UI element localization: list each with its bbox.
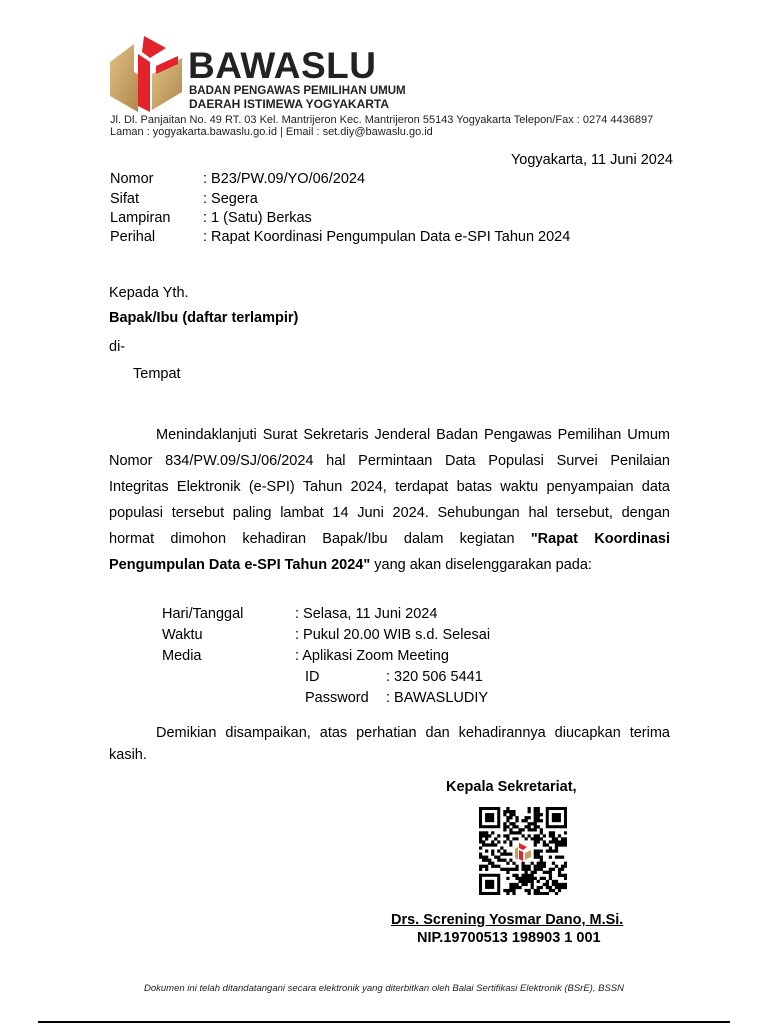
signatory-nip: NIP.19700513 198903 1 001 [417,930,601,946]
meta-label-nomor: Nomor [110,171,154,187]
address-line: Jl. Dl. Panjaitan No. 49 RT. 03 Kel. Mantrijeron Kec. Mantrijeron 55143 Yogyakarta Telepon/Fax : 0274 4436897 [110,114,654,126]
footer-note: Dokumen ini telah ditandatangani secara elektronik yang diterbitkan oleh Balai Sertifikasi Elektronik (BSrE), BSSN [144,983,624,994]
meta-value-nomor: : B23/PW.09/YO/06/2024 [203,171,366,187]
signature-title: Kepala Sekretariat, [446,779,577,795]
meta-label-perihal: Perihal [110,229,156,245]
org-name-line1: BADAN PENGAWAS PEMILIHAN UMUM [189,85,406,97]
brand-name: BAWASLU [188,45,377,86]
event-value-date: : Selasa, 11 Juni 2024 [295,606,438,622]
event-value-time: : Pukul 20.00 WIB s.d. Selesai [295,627,491,643]
event-label-media: Media [162,648,202,664]
event-label-date: Hari/Tanggal [162,606,244,622]
body-text-end: yang akan diselenggarakan pada: [370,557,592,573]
meta-value-sifat: : Segera [203,191,258,207]
meta-label-sifat: Sifat [110,191,140,207]
recipient-place: Tempat [133,366,181,382]
closing-text: Demikian disampaikan, atas perhatian dan kehadirannya diucapkan terima kasih. [109,725,670,763]
org-name-line2: DAERAH ISTIMEWA YOGYAKARTA [189,97,390,111]
recipient-di: di- [109,339,126,355]
body-text-start: Menindaklanjuti Surat Sekretaris Jenderal Badan Pengawas Pemilihan Umum Nomor 834/PW.09/SJ/06/2024 hal Permintaan Data Populasi Survei Penilaian Integritas Elektronik (e-SPI) Tahun 2024, terdapat batas waktu penyampaian data populasi tersebut paling lambat 14 Juni 2024. Sehubungan hal tersebut, dengan hormat dimohon kehadiran Bapak/Ibu dalam kegiatan [109,427,670,547]
event-title-bold: "Rapat Koordinasi Pengumpulan Data e-SPI Tahun 2024" [109,531,670,573]
zoom-label-id: ID [305,669,320,685]
signatory-name: Drs. Screning Yosmar Dano, M.Si. [391,912,624,928]
event-value-media: : Aplikasi Zoom Meeting [295,648,449,664]
bawaslu-logo-icon [108,34,184,114]
closing-paragraph [109,722,670,766]
web-email-line: Laman : yogyakarta.bawaslu.go.id | Email : set.diy@bawaslu.go.id [110,126,433,138]
letter-date: Yogyakarta, 11 Juni 2024 [510,152,673,168]
footer-divider [38,1021,730,1023]
event-label-time: Waktu [162,627,203,643]
zoom-value-id: : 320 506 5441 [386,669,483,685]
zoom-label-password: Password [305,690,369,706]
zoom-value-password: : BAWASLUDIY [386,690,489,706]
recipient-name: Bapak/Ibu (daftar terlampir) [109,310,299,326]
recipient-salutation: Kepada Yth. [109,285,189,301]
meta-value-perihal: : Rapat Koordinasi Pengumpulan Data e-SPI Tahun 2024 [203,229,571,245]
meta-label-lampiran: Lampiran [110,210,171,226]
qr-code-icon [479,807,567,895]
meta-value-lampiran: : 1 (Satu) Berkas [203,210,312,226]
body-paragraph [109,422,670,578]
